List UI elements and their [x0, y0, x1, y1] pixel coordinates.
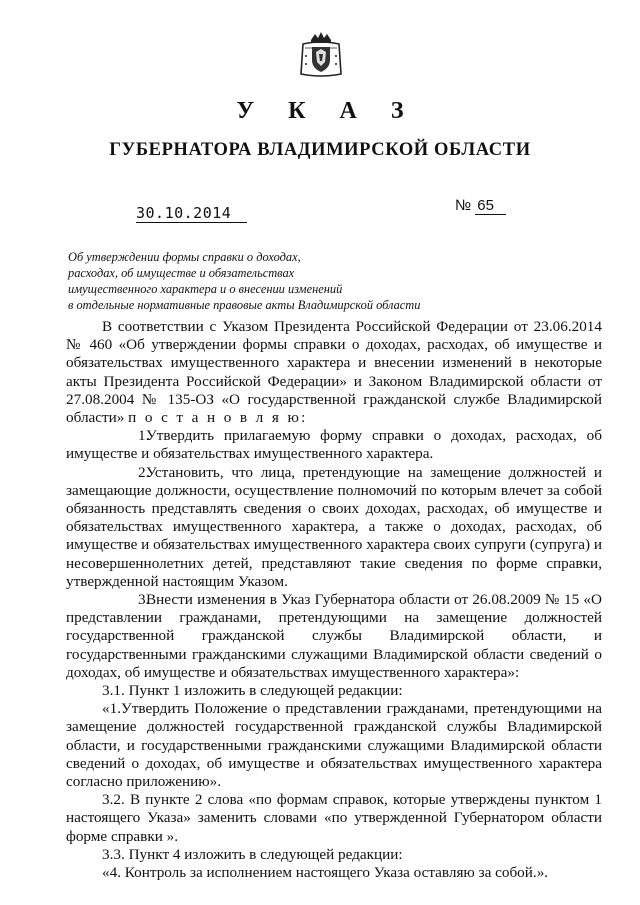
document-subject: [68, 249, 488, 313]
decree-word: п о с т а н о в л я ю:: [128, 409, 308, 427]
item-number: 3.: [138, 591, 150, 609]
item-number: 1.: [138, 427, 150, 445]
subject-line: расходах, об имуществе и обязательствах: [68, 266, 295, 280]
subject-line: Об утверждении формы справки о доходах,: [68, 250, 301, 264]
number-prefix: №: [455, 197, 472, 214]
item-text: Утвердить прилагаемую форму справки о доходах, расходах, об имуществе и обязательствах имущественного характера.: [66, 427, 602, 463]
quote-paragraph: «4. Контроль за исполнением настоящего Указа оставляю за собой.».: [102, 864, 549, 882]
number-value: 65: [475, 197, 506, 215]
item-number: 2.: [138, 463, 150, 481]
coat-of-arms-icon: [297, 30, 345, 78]
preamble-paragraph: [66, 318, 602, 427]
subitem-paragraph: 3.1. Пункт 1 изложить в следующей редакции:: [102, 682, 403, 700]
item-paragraph: [66, 591, 602, 682]
item-text: Внести изменения в Указ Губернатора области от 26.08.2009 № 15 «О представлении гражданами, претендующими на замещение должностей государственной гражданской службы Владимирской области, и государственными гражданскими служащими Владимирской области сведений о доходах, об имуществе и обязательствах имущественного характера»:: [66, 591, 602, 681]
item-text: Установить, что лица, претендующие на замещение должностей и замещающие должности, осуществление полномочий по которым влечет за собой обязанность представлять сведения о своих доходах, расходах, об имуществе и обязательствах имущественного характера, а также о доходах, расходах, об имуществе и обязательствах имущественного характера своих супруги (супруга) и несовершеннолетних детей, представляют такие сведения по форме справки, утвержденной настоящим Указом.: [66, 463, 602, 590]
preamble-text: В соответствии с Указом Президента Российской Федерации от 23.06.2014 № 460 «Об утверждении формы справки о доходах, расходах, об имуществе и обязательствах имущественного характера и внесении изменений в некоторые акты Президента Российской Федерации» и Законом Владимирской области от 27.08.2004 № 135-ОЗ «О государственной гражданской службе Владимирской области»: [66, 318, 602, 427]
subitem-paragraph: 3.3. Пункт 4 изложить в следующей редакции:: [102, 845, 403, 863]
quote-paragraph: «1.Утвердить Положение о представлении гражданами, претендующими на замещение должностей государственной гражданской службы Владимирской области, и государственными гражданскими служащими Владимирской области сведений о доходах, об имуществе и обязательствах имущественного характера согласно приложению».: [66, 700, 602, 791]
document-body: [66, 318, 602, 882]
subject-line: имущественного характера и о внесении изменений: [68, 282, 343, 296]
document-title: У К А З: [236, 98, 418, 124]
subject-line: в отдельные нормативные правовые акты Владимирской области: [68, 298, 421, 312]
item-paragraph: [66, 427, 602, 463]
document-number: [455, 197, 506, 215]
issuer-title: ГУБЕРНАТОРА ВЛАДИМИРСКОЙ ОБЛАСТИ: [109, 140, 531, 160]
document-date: 30.10.2014: [136, 204, 247, 223]
item-paragraph: [66, 464, 602, 591]
subitem-paragraph: 3.2. В пункте 2 слова «по формам справок, которые утверждены пунктом 1 настоящего Указа» заменить словами «по утвержденной Губернатором области форме справки ».: [66, 791, 602, 845]
